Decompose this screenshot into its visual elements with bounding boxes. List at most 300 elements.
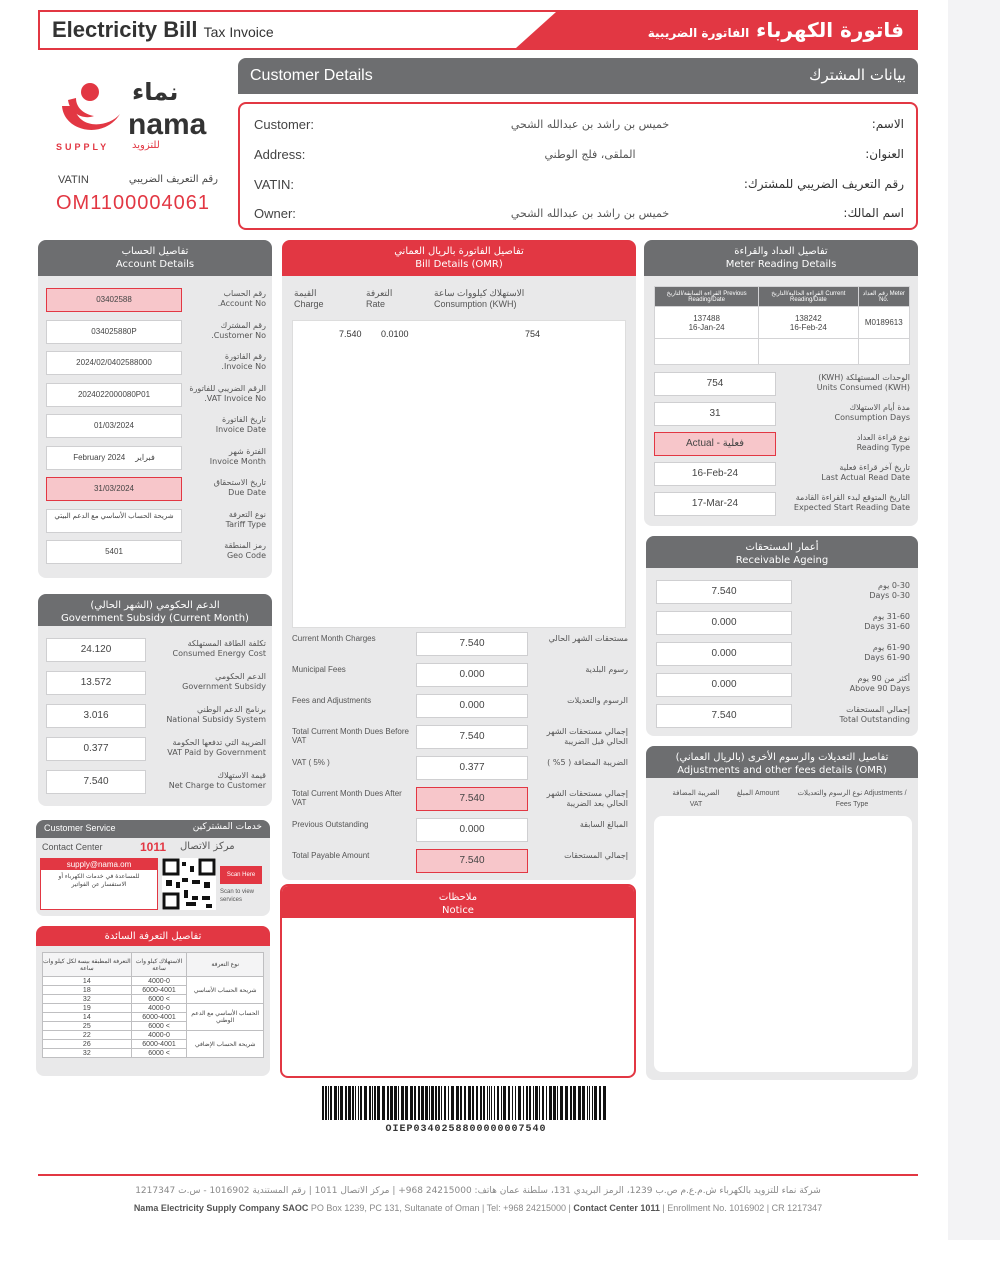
barcode-bar [464, 1086, 466, 1120]
bill-total-label-ar: المبالغ السابقة [579, 820, 628, 829]
current-reading: 138242 16-Feb-24 [759, 307, 858, 339]
tariff-rate: 25 [43, 1022, 132, 1031]
tariff-table [42, 952, 264, 1058]
account-label-ar: رقم الحساب [223, 289, 266, 298]
meter-label [784, 463, 910, 483]
barcode-bar [348, 1086, 351, 1120]
tariff-row [43, 977, 264, 986]
ageing-label [800, 674, 910, 694]
line-rate: 0.0100 [381, 329, 409, 339]
barcode-bar [441, 1086, 442, 1120]
account-label [188, 541, 266, 561]
barcode-bar [352, 1086, 354, 1120]
ageing-label-en: 0-30 Days [869, 591, 910, 600]
account-label-ar: الرقم الضريبي للفاتورة [189, 383, 266, 393]
barcode-bar [429, 1086, 430, 1120]
account-field [46, 414, 182, 438]
bill-title-ar: فاتورة الكهرباء الفاتورة الضريبية [647, 18, 904, 42]
barcode-bar [435, 1086, 437, 1120]
account-label-en: Invoice Date [215, 425, 266, 434]
barcode-bar [374, 1086, 376, 1120]
subsidy-label-en: National Subsidy System [166, 715, 266, 724]
subsidy-label-ar: قيمة الاستهلاك [217, 771, 266, 780]
bill-total-value: 7.540 [416, 632, 528, 656]
bill-lines-area [292, 320, 626, 628]
meter-label [784, 373, 910, 393]
bill-total-label-ar: إجمالي المستحقات [564, 851, 628, 860]
bill-total-label: Total Payable Amount [292, 851, 370, 860]
meter-label-en: Units Consumed (KWH) [816, 383, 910, 392]
subsidy-label [152, 771, 266, 791]
account-field [46, 509, 182, 533]
barcode-bar [501, 1086, 502, 1120]
account-field [46, 446, 182, 470]
contact-center-label: Contact Center [42, 842, 103, 852]
bill-total-label-ar: مستحقات الشهر الحالي [548, 634, 628, 643]
bill-total-value: 7.540 [416, 787, 528, 811]
subsidy-label [152, 738, 266, 758]
meter-label [784, 493, 910, 513]
logo-supply: SUPPLY [56, 142, 110, 152]
tariff-rate: 32 [43, 995, 132, 1004]
barcode-bar [369, 1086, 371, 1120]
logo-supply-ar: للتزويد [132, 140, 160, 151]
barcode-bar [512, 1086, 513, 1120]
subsidy-value: 7.540 [46, 770, 146, 794]
account-label [188, 352, 266, 372]
account-value: 2024022000080P01 [77, 389, 151, 399]
bill-total-label: Total Current Month Dues After VAT [292, 789, 402, 807]
notice-panel [280, 884, 636, 1078]
bill-total-label: Municipal Fees [292, 665, 346, 674]
barcode-bar [594, 1086, 597, 1120]
ageing-value: 0.000 [656, 642, 792, 666]
meter-label-en: Expected Start Reading Date [793, 503, 910, 512]
subsidy-label-ar: تكلفة الطاقة المستهلكة [187, 639, 266, 648]
account-label-ar: نوع التعرفة [228, 509, 266, 519]
col-consumption: الاستهلاك كيلووات ساعة Consumption (KWH) [434, 288, 525, 309]
barcode-bar [603, 1086, 606, 1120]
ageing-label-en: 61-90 Days [864, 653, 910, 662]
account-label [188, 289, 266, 309]
bill-total-label: Current Month Charges [292, 634, 376, 643]
owner-row: Owner: خميس بن راشد بن عبدالله الشحي اسم المالك: [254, 206, 904, 221]
tariff-range: 6000 < [131, 995, 187, 1004]
account-label-en: Invoice No. [221, 362, 266, 371]
subsidy-label [152, 705, 266, 725]
title-bar [38, 10, 918, 50]
adj-col-amount: المبلغ Amount [736, 790, 780, 797]
meter-value: 17-Mar-24 [654, 492, 776, 516]
account-label-en: Geo Code [226, 551, 266, 560]
barcode-bar [456, 1086, 459, 1120]
barcode-bar [390, 1086, 393, 1120]
account-field [46, 288, 182, 312]
subsidy-panel [38, 594, 272, 806]
account-details-panel [38, 240, 272, 578]
account-label-ar: رقم الفاتورة [224, 352, 266, 361]
ageing-label [800, 612, 910, 632]
bill-total-label: Total Current Month Dues Before VAT [292, 727, 409, 745]
tariff-col-consumption: الاستهلاك كيلو وات ساعة [131, 953, 187, 977]
subsidy-label-en: Net Charge to Customer [168, 781, 266, 790]
meter-value: Actual - فعلية [654, 432, 776, 456]
barcode-bar [480, 1086, 482, 1120]
tariff-range: 6000-4001 [131, 1040, 187, 1049]
col-rate: التعرفة Rate [366, 288, 393, 309]
ageing-value: 0.000 [656, 611, 792, 635]
account-value: 5401 [105, 547, 123, 556]
ageing-label-ar: 61-90 يوم [872, 643, 910, 652]
subsidy-value: 24.120 [46, 638, 146, 662]
email-box [40, 858, 158, 910]
account-label [188, 415, 266, 435]
bill-total-label-ar: إجمالي مستحقات الشهر الحالي بعد الضريبة [546, 789, 628, 808]
address-row: Address: الملقى، فلج الوطني العنوان: [254, 147, 904, 162]
right-margin [948, 0, 1000, 1240]
adjustments-area [654, 816, 912, 1072]
footer-arabic: شركة نماء للتزويد بالكهرباء ش.م.ع.م ص.ب 1239، الرمز البريدي 131، سلطنة عمان هاتف: 24215000 968+ | مركز الاتصال 1011 | رقم المستندية 1016902 - س.ت 1217347 [135, 1186, 821, 1196]
subsidy-label-en: Government Subsidy [182, 682, 266, 691]
ageing-label-en: Total Outstanding [839, 715, 910, 724]
logo-mark-icon [54, 80, 124, 142]
ageing-panel [646, 536, 918, 736]
tariff-row [43, 1031, 264, 1040]
barcode-bar [573, 1086, 576, 1120]
barcode-bar [394, 1086, 397, 1120]
logo-wordmark: nama [128, 108, 207, 141]
ageing-label-ar: أكثر من 90 يوم [857, 674, 910, 683]
tariff-type: الحساب الأساسي مع الدعم الوطني [187, 1004, 264, 1031]
barcode-bar [334, 1086, 337, 1120]
barcode-bar [355, 1086, 356, 1120]
bill-total-label-ar: الرسوم والتعديلات [567, 696, 628, 705]
account-value: February 2024 [73, 452, 126, 462]
barcode-bar [372, 1086, 373, 1120]
barcode-bar [451, 1086, 454, 1120]
meter-label [784, 403, 910, 423]
ageing-label-ar: إجمالي المستحقات [846, 705, 910, 714]
account-label-en: Customer No. [211, 330, 266, 340]
bill-details-panel [282, 240, 636, 880]
meter-label-en: Reading Type [856, 443, 910, 452]
line-charge: 7.540 [339, 329, 362, 339]
tariff-rate: 18 [43, 986, 132, 995]
subsidy-value: 0.377 [46, 737, 146, 761]
tariff-col-rate: التعرفة المطبقة بيسة لكل كيلو وات ساعة [43, 953, 132, 977]
adj-col-type: نوع الرسوم والتعديلات Adjustments / Fees Type [797, 790, 907, 808]
ageing-label [800, 581, 910, 601]
account-value-ar: فبراير [135, 452, 155, 462]
barcode-bar [515, 1086, 516, 1120]
previous-reading: 137488 16-Jan-24 [655, 307, 759, 339]
ageing-label-ar: 0-30 يوم [877, 581, 910, 590]
account-label-ar: تاريخ الفاتورة [221, 415, 266, 424]
account-value: 01/03/2024 [93, 421, 135, 430]
account-value: 03402588 [96, 295, 132, 304]
meter-col-previous: القراءة السابقة/التاريخ Previous Reading/Date [655, 287, 759, 307]
account-value: شريحة الحساب الأساسي مع الدعم البيتي [54, 512, 174, 520]
col-charge: القيمة Charge [294, 288, 324, 309]
meter-reading-header: تفاصيل العداد والقراءة Meter Reading Details [644, 240, 918, 276]
barcode-bar [398, 1086, 399, 1120]
ageing-value: 7.540 [656, 580, 792, 604]
meter-value: 31 [654, 402, 776, 426]
subsidy-label-ar: الضريبة التي تدفعها الحكومة [172, 738, 266, 747]
tariff-type: شريحة الحساب الأساسي [187, 977, 264, 1004]
barcode-bar [539, 1086, 540, 1120]
bill-total-value: 0.000 [416, 818, 528, 842]
barcode-bar [401, 1086, 404, 1120]
ageing-label-en: Above 90 Days [849, 684, 910, 693]
barcode-bar [491, 1086, 492, 1120]
subsidy-label-ar: برنامج الدعم الوطني [196, 705, 266, 714]
tariff-rate: 14 [43, 977, 132, 986]
ageing-label-ar: 31-60 يوم [872, 612, 910, 621]
barcode-bar [338, 1086, 339, 1120]
barcode-bar [410, 1086, 413, 1120]
barcode-bar [438, 1086, 440, 1120]
barcode-bar [364, 1086, 367, 1120]
meter-value: 16-Feb-24 [654, 462, 776, 486]
tariff-rate: 32 [43, 1049, 132, 1058]
barcode-bar [387, 1086, 389, 1120]
barcode-bar [405, 1086, 408, 1120]
ageing-value: 0.000 [656, 673, 792, 697]
subsidy-label [152, 639, 266, 659]
barcode-bar [565, 1086, 568, 1120]
notice-header: ملاحظات Notice [282, 886, 634, 918]
tariff-range: 4000-0 [131, 1004, 187, 1013]
meter-label-en: Consumption Days [834, 413, 910, 422]
barcode-bar [582, 1086, 585, 1120]
scan-note: Scan to view services [220, 889, 255, 903]
barcode-bar [340, 1086, 343, 1120]
ageing-header: أعمار المستحقات Receivable Ageing [646, 536, 918, 568]
subsidy-label-en: VAT Paid by Government [167, 748, 266, 757]
bill-total-value: 7.540 [416, 725, 528, 749]
tariff-rate: 19 [43, 1004, 132, 1013]
barcode-bar [425, 1086, 428, 1120]
account-label [188, 384, 266, 404]
account-label-en: Invoice Month [209, 456, 266, 466]
barcode-bar [358, 1086, 359, 1120]
nama-logo [54, 78, 214, 158]
barcode-bar [325, 1086, 327, 1120]
tariff-panel [36, 926, 270, 1076]
barcode-bar [518, 1086, 521, 1120]
support-email[interactable]: supply@nama.om [41, 859, 157, 870]
barcode-bar [472, 1086, 474, 1120]
barcode-bar [529, 1086, 531, 1120]
subsidy-label-en: Consumed Energy Cost [172, 649, 266, 658]
account-details-header: تفاصيل الحساب Account Details [38, 240, 272, 276]
barcode-bar [557, 1086, 558, 1120]
ageing-value: 7.540 [656, 704, 792, 728]
barcode-bar [330, 1086, 332, 1120]
account-label [188, 321, 266, 341]
subsidy-value: 3.016 [46, 704, 146, 728]
barcode-bar [328, 1086, 329, 1120]
contact-center-ar: مركز الاتصال [180, 841, 235, 852]
bill-total-label-ar: الضريبة المضافة ( 5% ) [547, 758, 628, 767]
barcode-bar [476, 1086, 478, 1120]
account-label-en: Tariff Type [225, 519, 266, 529]
customer-row: Customer: خميس بن راشد بن عبدالله الشحي الاسم: [254, 117, 904, 132]
barcode-bar [553, 1086, 556, 1120]
barcode-bar [497, 1086, 499, 1120]
bill-total-value: 0.000 [416, 694, 528, 718]
account-value: 034025880P [91, 326, 137, 336]
barcode-bar [483, 1086, 485, 1120]
scan-here-label: Scan Here [220, 866, 262, 884]
meter-label [784, 433, 910, 453]
tariff-range: 6000-4001 [131, 986, 187, 995]
account-value: 2024/02/0402588000 [76, 358, 152, 367]
account-field [46, 477, 182, 501]
meter-label-ar: تاريخ آخر قراءة فعلية [839, 463, 910, 472]
tariff-range: 6000 < [131, 1022, 187, 1031]
barcode-bar [578, 1086, 581, 1120]
account-field [46, 383, 182, 407]
barcode-bar [542, 1086, 544, 1120]
bill-total-label: VAT ( 5% ) [292, 758, 330, 767]
account-label-ar: رمز المنطقة [224, 541, 266, 550]
barcode-bar [468, 1086, 471, 1120]
meter-reading-panel [644, 240, 918, 526]
tariff-row [43, 1004, 264, 1013]
bill-total-label: Fees and Adjustments [292, 696, 372, 705]
tariff-range: 6000-4001 [131, 1013, 187, 1022]
ageing-label-en: 31-60 Days [864, 622, 910, 631]
bill-total-value: 7.540 [416, 849, 528, 873]
barcode-bar [377, 1086, 380, 1120]
barcode-icon [322, 1086, 610, 1120]
adjustments-panel [646, 746, 918, 1080]
bill-title: Electricity Bill Tax Invoice [52, 17, 274, 42]
tariff-col-type: نوع التعرفة [187, 953, 264, 977]
qr-code-icon[interactable] [162, 858, 216, 910]
barcode-bar [546, 1086, 547, 1120]
barcode-bar [526, 1086, 528, 1120]
account-field [46, 320, 182, 344]
adjustments-header: تفاصيل التعديلات والرسوم الأخرى (بالريال العماني) Adjustments and other fees details (OMR) [646, 746, 918, 778]
barcode-bar [494, 1086, 495, 1120]
tariff-range: 6000 < [131, 1049, 187, 1058]
barcode-bar [570, 1086, 572, 1120]
barcode-bar [589, 1086, 590, 1120]
subsidy-value: 13.572 [46, 671, 146, 695]
adj-col-vat: الضريبة المضافة VAT [672, 790, 720, 808]
barcode-bar [549, 1086, 552, 1120]
tariff-rate: 22 [43, 1031, 132, 1040]
barcode-bar [345, 1086, 347, 1120]
vatin-row: VATIN: رقم التعريف الضريبي للمشترك: [254, 177, 904, 192]
account-field [46, 540, 182, 564]
bill-sheet: Electricity Bill Tax Invoice فاتورة الكهرباء الفاتورة الضريبية نماء nama SUPPLY للتزويد VATIN رقم التعريف الضريبي OM1100004061 Customer Details بيانات المشترك Customer: خميس بن راشد بن عبدالله الشحي الاسم: Address: الملقى، فلج الوطني العنوان: VATIN: رقم التعريف الضريبي للمشترك: Owner: خميس بن راشد بن عبدالله الشحي اسم المالك: تفاصيل الحساب Account Details 03402588 رقم الحساب Account No. 034025880P رقم المشترك Customer No. 2024/02/0402588000 رقم الفاتورة Invoice No. 2024022000080P01 الرقم الضريبي للفاتورة VAT Invoice No. 01/03/2024 تاريخ الفاتورة Invoice Date February 2024 فبراير الفترة شهر Invoice Month 31/03/2024 تاريخ الاستحقاق Due Date شريحة الحساب الأساسي مع الدعم البيتي نوع التعرفة Tariff Type 5401 رمز المنطقة Geo Code الدعم الحكومي (الشهر الحالي) Government Subsidy (Current Month) 24.120 تكلفة الطاقة المستهلكة Consumed Energy Cost 13.572 الدعم الحكومي Government Subsidy 3.016 برنامج الدعم الوطني National Subsidy System 0.377 الضريبة التي تدفعها الحكومة VAT Paid by Government 7.540 قيمة الاستهلاك Net Charge to Customer Customer Service خدمات المشتركين Contact Center 1011 مركز الاتصال supply@nama.om للمساعدة في خدمات الكهرباء أو الاستفسار عن الفواتير Scan Here Scan to view services تفاصيل التعرفة السائدة التعرفة المطبقة بيسة لكل كيلو وات ساعة الاستهلاك كيلو وات ساعة نوع التعرفة 14 4000-0 شريحة الحساب الأساسي 18 6000-4001 32 6000 < 19 4000-0 الحساب الأساسي مع الدعم الوطني 14 6000-4001 25 6000 < 22 4000-0 شريحة الحساب الإضافي 26 6000-4001 32 6000 < تفاصيل الفاتورة بالريال العماني Bill Details (OMR) القيمة Charge التعرفة Rate الاستهلاك كيلووات ساعة Consumption (KWH) 7.540 0.0100 754 Current Month Charges 7.540 مستحقات الشهر الحالي Municipal Fees 0.000 رسوم البلدية Fees and Adjustments 0.000 الرسوم والتعديلات Total Current Month Dues Before VAT 7.540 إجمالي مستحقات الشهر الحالي قبل الضريبة VAT ( 5% ) 0.377 الضريبة المضافة ( 5% ) Total Current Month Dues After VAT 7.540 إجمالي مستحقات الشهر الحالي بعد الضريبة Previous Outstanding 0.000 المبالغ السابقة Total Payable Amount 7.540 إجمالي المستحقات ملاحظات Notice تفاصيل العداد والقراءة Meter Reading Details القراءة السابقة/التاريخ Previous Reading/Date القراءة الحالية/التاريخ Current Reading/Date رقم العداد Meter No. 137488 16-Jan-24 138242 16-Feb-24 M0189613 754 الوحدات المستهلكة (KWH) Units Consumed (KWH) 31 مدة أيام الاستهلاك Consumption Days Actual - فعلية نوع قراءة العداد Reading Type 16-Feb-24 تاريخ آخر قراءة فعلية Last Actual Read Date 17-Mar-24 التاريخ المتوقع لبدء القراءة القادمة Expected Start Reading Date أعمار المستحقات Receivable Ageing 7.540 0-30 يوم 0-30 Days 0.000 31-60 يوم 31-60 Days 0.000 61-90 يوم 61-90 Days 0.000 أكثر من 90 يوم Above 90 Days 7.540 إجمالي المستحقات Total Outstanding تفاصيل التعديلات والرسوم الأخرى (بالريال العماني) Adjustments and other fees details (OMR) الضريبة المضافة VAT المبلغ Amount نوع الرسوم والتعديلات Adjustments / Fees Type OIEP0340258800000007540 شركة نماء للتزويد بالكهرباء ش.م.ع.م ص.ب 1239، الرمز البريدي 131، سلطنة عمان هاتف: 24215000 968+ | مركز الاتصال 1011 | رقم المستندية 1016902 - س.ت 1217347 Nama Electricity Supply Company SAOC PO Box 1239, PC 131, Sultanate of Oman | Tel: +968 24215000 | Contact Center 1011 | Enrollment No. 1016902 | CR 1217347 [0, 0, 948, 1240]
meter-label-ar: مدة أيام الاستهلاك [849, 403, 910, 412]
barcode-bar [592, 1086, 593, 1120]
barcode-bar [599, 1086, 601, 1120]
contact-center-number[interactable]: 1011 [140, 840, 167, 854]
barcode-bar [460, 1086, 462, 1120]
customer-service-panel [36, 820, 270, 916]
account-label [188, 478, 266, 498]
account-label-ar: تاريخ الاستحقاق [213, 478, 266, 487]
account-label [188, 447, 266, 467]
meter-col-number: رقم العداد Meter No. [858, 287, 909, 307]
meter-number: M0189613 [858, 307, 909, 339]
barcode-bar [560, 1086, 563, 1120]
meter-label-ar: نوع قراءة العداد [856, 433, 910, 442]
barcode-bar [322, 1086, 324, 1120]
barcode-bar [487, 1086, 488, 1120]
customer-details-box [238, 102, 918, 230]
subsidy-label [152, 672, 266, 692]
account-label [188, 510, 266, 530]
barcode-bar [431, 1086, 434, 1120]
meter-table [654, 286, 910, 365]
barcode-bar [418, 1086, 420, 1120]
tariff-range: 4000-0 [131, 977, 187, 986]
logo-arabic: نماء [132, 78, 179, 106]
barcode-bar [360, 1086, 362, 1120]
bill-total-label-ar: رسوم البلدية [585, 665, 628, 674]
barcode-bar [533, 1086, 534, 1120]
customer-service-header: Customer Service خدمات المشتركين [36, 820, 270, 838]
tariff-range: 4000-0 [131, 1031, 187, 1040]
meter-label-ar: التاريخ المتوقع لبدء القراءة القادمة [795, 493, 910, 502]
bill-total-value: 0.000 [416, 663, 528, 687]
tariff-rate: 26 [43, 1040, 132, 1049]
ageing-label [800, 643, 910, 663]
tariff-rate: 14 [43, 1013, 132, 1022]
account-label-ar: الفترة شهر [228, 446, 266, 456]
meter-value: 754 [654, 372, 776, 396]
barcode-bar [414, 1086, 416, 1120]
tariff-type: شريحة الحساب الإضافي [187, 1031, 264, 1058]
account-value: 31/03/2024 [93, 484, 135, 493]
ageing-label [800, 705, 910, 725]
barcode-bar [448, 1086, 449, 1120]
tariff-header: تفاصيل التعرفة السائدة [36, 926, 270, 946]
barcode-bar [523, 1086, 524, 1120]
footer-english: Nama Electricity Supply Company SAOC PO Box 1239, PC 131, Sultanate of Oman | Tel: +968 24215000 | Contact Center 1011 | Enrollment No. 1016902 | CR 1217347 [133, 1203, 823, 1213]
account-label-en: VAT Invoice No. [204, 393, 266, 403]
bill-total-value: 0.377 [416, 756, 528, 780]
line-consumption: 754 [525, 329, 541, 339]
barcode-bar [382, 1086, 385, 1120]
barcode-bar [444, 1086, 446, 1120]
barcode-bar [535, 1086, 538, 1120]
bill-total-label: Previous Outstanding [292, 820, 369, 829]
account-label-ar: رقم المشترك [220, 320, 266, 330]
customer-details-header: Customer Details بيانات المشترك [238, 58, 918, 94]
barcode-bar [503, 1086, 506, 1120]
subsidy-header: الدعم الحكومي (الشهر الحالي) Government Subsidy (Current Month) [38, 594, 272, 626]
footer-divider [38, 1174, 918, 1176]
subsidy-label-ar: الدعم الحكومي [215, 672, 266, 681]
meter-col-current: القراءة الحالية/التاريخ Current Reading/Date [759, 287, 858, 307]
barcode-bar [489, 1086, 490, 1120]
meter-label-en: Last Actual Read Date [821, 473, 910, 482]
service-note: للمساعدة في خدمات الكهرباء أو الاستفسار عن الفواتير [58, 873, 140, 888]
bill-total-label-ar: إجمالي مستحقات الشهر الحالي قبل الضريبة [546, 727, 628, 746]
company-vatin-value: OM1100004061 [56, 192, 210, 214]
barcode-number: OIEP0340258800000007540 [385, 1124, 547, 1135]
barcode-bar [508, 1086, 510, 1120]
meter-label-ar: الوحدات المستهلكة (KWH) [818, 373, 910, 382]
